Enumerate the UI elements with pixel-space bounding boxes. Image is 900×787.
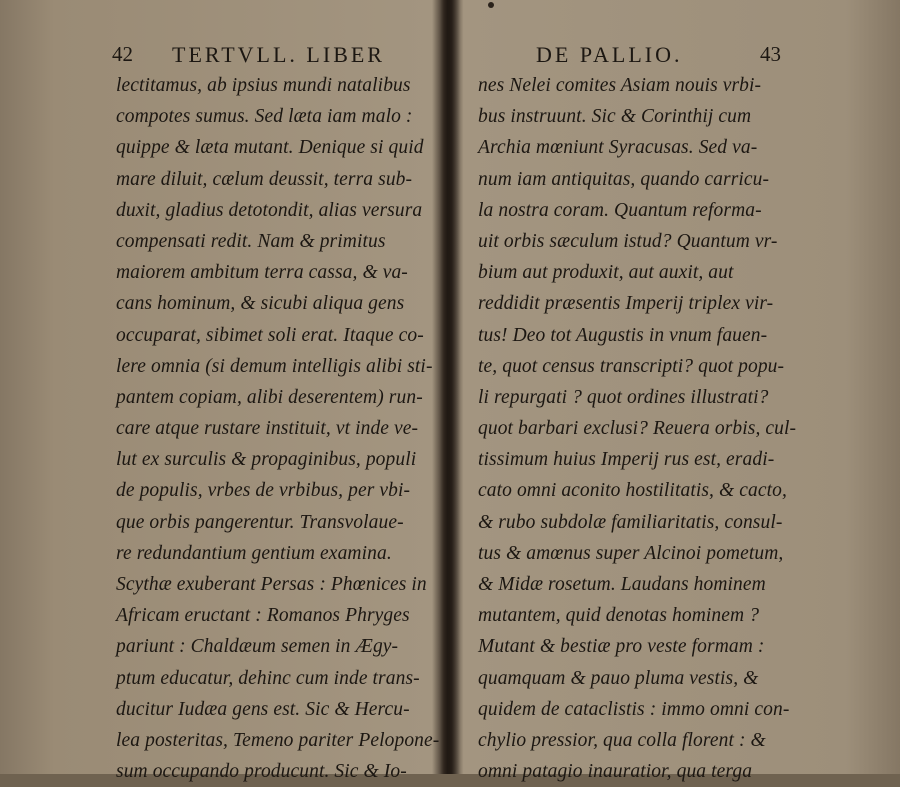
page-number: 42 bbox=[112, 42, 133, 66]
text-line: mutantem, quid denotas hominem ? bbox=[478, 605, 760, 627]
text-line: cato omni aconito hostilitatis, & cacto, bbox=[478, 480, 787, 502]
text-line: quot barbari exclusi? Reuera orbis, cul- bbox=[478, 418, 797, 440]
text-block bbox=[116, 70, 440, 787]
text-line: Archia mœniunt Syracusas. Sed va- bbox=[478, 137, 758, 159]
page-number: 43 bbox=[760, 42, 781, 66]
text-line: tus! Deo tot Augustis in vnum fauen- bbox=[478, 324, 768, 346]
text-line: maiorem ambitum terra cassa, & va- bbox=[116, 262, 408, 284]
text-line: lectitamus, ab ipsius mundi natalibus bbox=[116, 75, 411, 96]
running-head: DE PALLIO. bbox=[536, 42, 683, 67]
text-line: li repurgati ? quot ordines illustrati? bbox=[478, 386, 769, 408]
text-line: occuparat, sibimet soli erat. Itaque co- bbox=[116, 324, 424, 346]
text-line: ptum educatur, dehinc cum inde trans- bbox=[116, 667, 420, 689]
text-line: care atque rustare instituit, vt inde ve- bbox=[116, 418, 419, 440]
text-line: lut ex surculis & propaginibus, populi bbox=[116, 449, 417, 471]
text-line: omni patagio inauratior, qua terga bbox=[478, 761, 753, 783]
text-line: Scythæ exuberant Persas : Phœnices in bbox=[116, 574, 427, 595]
text-line: compotes sumus. Sed læta iam malo : bbox=[116, 106, 413, 128]
book-gutter bbox=[440, 0, 460, 774]
text-line: uit orbis sæculum istud? Quantum vr- bbox=[478, 230, 778, 252]
text-line: tus & amœnus super Alcinoi pometum, bbox=[478, 542, 784, 564]
text-line: quippe & læta mutant. Denique si quid bbox=[116, 137, 424, 159]
text-line: de populis, vrbes de vrbibus, per vbi- bbox=[116, 480, 411, 502]
text-line: quidem de cataclistis : immo omni con- bbox=[478, 698, 790, 720]
left-page bbox=[0, 0, 442, 783]
right-page bbox=[458, 0, 900, 783]
text-block bbox=[478, 70, 800, 787]
text-line: te, quot census transcripti? quot popu- bbox=[478, 355, 785, 377]
text-line: compensati redit. Nam & primitus bbox=[116, 230, 386, 252]
text-line: pariunt : Chaldæum semen in Ægy- bbox=[116, 636, 399, 658]
text-line: Africam eructant : Romanos Phryges bbox=[116, 605, 410, 627]
text-line: reddidit præsentis Imperij triplex vir- bbox=[478, 293, 774, 315]
running-head: TERTVLL. LIBER bbox=[172, 42, 385, 67]
text-line: chylio pressior, qua colla florent : & bbox=[478, 729, 766, 751]
text-line: Mutant & bestiæ pro veste formam : bbox=[478, 636, 765, 658]
text-line: lere omnia (si demum intelligis alibi sti- bbox=[116, 355, 433, 377]
text-line: ducitur Iudæa gens est. Sic & Hercu- bbox=[116, 698, 410, 720]
text-line: bus instruunt. Sic & Corinthij cum bbox=[478, 106, 752, 128]
text-line: lea posteritas, Temeno pariter Pelopone- bbox=[116, 729, 440, 751]
text-line: sum occupando producunt. Sic & Io- bbox=[116, 761, 407, 783]
text-line: & rubo subdolæ familiaritatis, consul- bbox=[478, 511, 783, 533]
text-line: num iam antiquitas, quando carricu- bbox=[478, 168, 770, 190]
text-line: pantem copiam, alibi deserentem) run- bbox=[116, 386, 423, 408]
text-line: la nostra coram. Quantum reforma- bbox=[478, 199, 762, 221]
text-line: que orbis pangerentur. Transvolaue- bbox=[116, 511, 404, 533]
text-line: mare diluit, cælum deussit, terra sub- bbox=[116, 168, 413, 190]
text-line: quamquam & pauo pluma vestis, & bbox=[478, 667, 759, 689]
text-line: bium aut produxit, aut auxit, aut bbox=[478, 262, 734, 284]
text-line: re redundantium gentium examina. bbox=[116, 542, 392, 564]
text-line: tissimum huius Imperij rus est, eradi- bbox=[478, 449, 775, 471]
text-line: duxit, gladius detotondit, alias versura bbox=[116, 199, 423, 221]
text-line: & Midæ rosetum. Laudans hominem bbox=[478, 574, 766, 595]
text-line: cans hominum, & sicubi aliqua gens bbox=[116, 293, 405, 315]
text-line: nes Nelei comites Asiam nouis vrbi- bbox=[478, 75, 762, 96]
